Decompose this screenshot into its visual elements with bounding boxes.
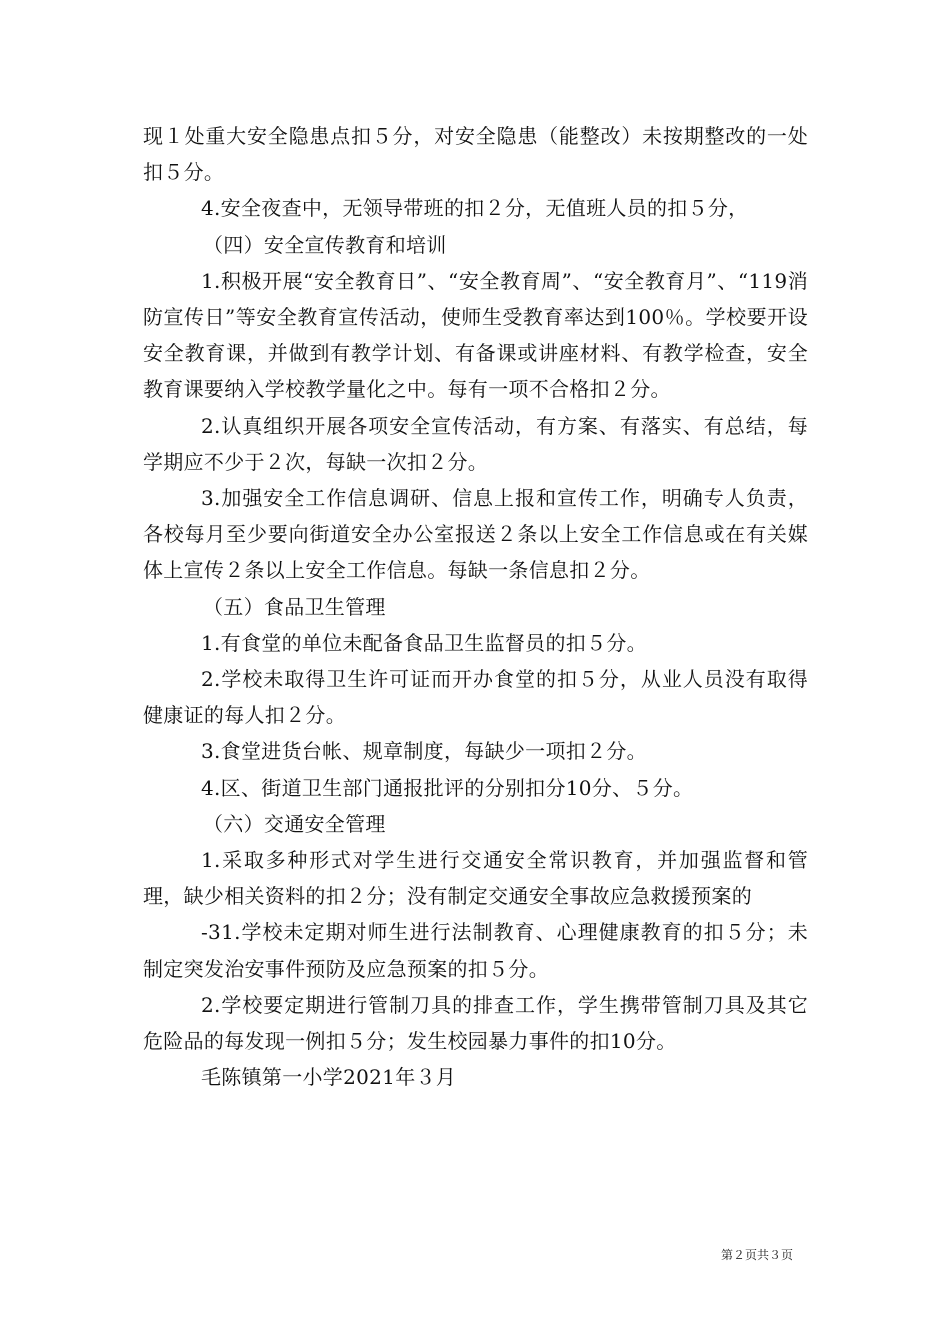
paragraph: 1.积极开展“安全教育日”、“安全教育周”、“安全教育月”、“119消防宣传日”等安全教育宣传活动，使师生受教育率达到100％。学校要开设安全教育课，并做到有教学计划、有备课或讲座材料、有教学检查，安全教育课要纳入学校教学量化之中。每有一项不合格扣２分。 <box>143 268 808 402</box>
paragraph: 4.区、街道卫生部门通报批评的分别扣分10分、５分。 <box>201 775 694 800</box>
section-heading: （六）交通安全管理 <box>203 811 386 836</box>
paragraph: 2.学校要定期进行管制刀具的排查工作，学生携带管制刀具及其它危险品的每发现一例扣５分；发生校园暴力事件的扣10分。 <box>143 992 808 1054</box>
paragraph: -31.学校未定期对师生进行法制教育、心理健康教育的扣５分；未制定突发治安事件预防及应急预案的扣５分。 <box>143 920 808 981</box>
paragraph: 现１处重大安全隐患点扣５分，对安全隐患（能整改）未按期整改的一处扣５分。 <box>143 124 808 185</box>
section-heading: （四）安全宣传教育和培训 <box>203 232 447 257</box>
paragraph: 4.安全夜查中，无领导带班的扣２分，无值班人员的扣５分， <box>201 196 749 221</box>
paragraph: 2.学校未取得卫生许可证而开办食堂的扣５分，从业人员没有取得健康证的每人扣２分。 <box>143 667 808 728</box>
section-heading: （五）食品卫生管理 <box>203 594 386 619</box>
paragraph: 3.食堂进货台帐、规章制度，每缺少一项扣２分。 <box>201 739 647 764</box>
paragraph: 2.认真组织开展各项安全宣传活动，有方案、有落实、有总结，每学期应不少于２次，每缺一次扣２分。 <box>143 413 808 474</box>
paragraph: 1.采取多种形式对学生进行交通安全常识教育，并加强监督和管理，缺少相关资料的扣２分；没有制定交通安全事故应急救援预案的 <box>143 848 808 909</box>
paragraph: 1.有食堂的单位未配备食品卫生监督员的扣５分。 <box>201 630 647 655</box>
signature-line: 毛陈镇第一小学2021年３月 <box>201 1065 457 1090</box>
page-number: 第２页共３页 <box>721 1248 794 1262</box>
document-body <box>143 118 808 1095</box>
paragraph: 3.加强安全工作信息调研、信息上报和宣传工作，明确专人负责，各校每月至少要向街道安全办公室报送２条以上安全工作信息或在有关媒体上宣传２条以上安全工作信息。每缺一条信息扣２分。 <box>143 486 808 583</box>
